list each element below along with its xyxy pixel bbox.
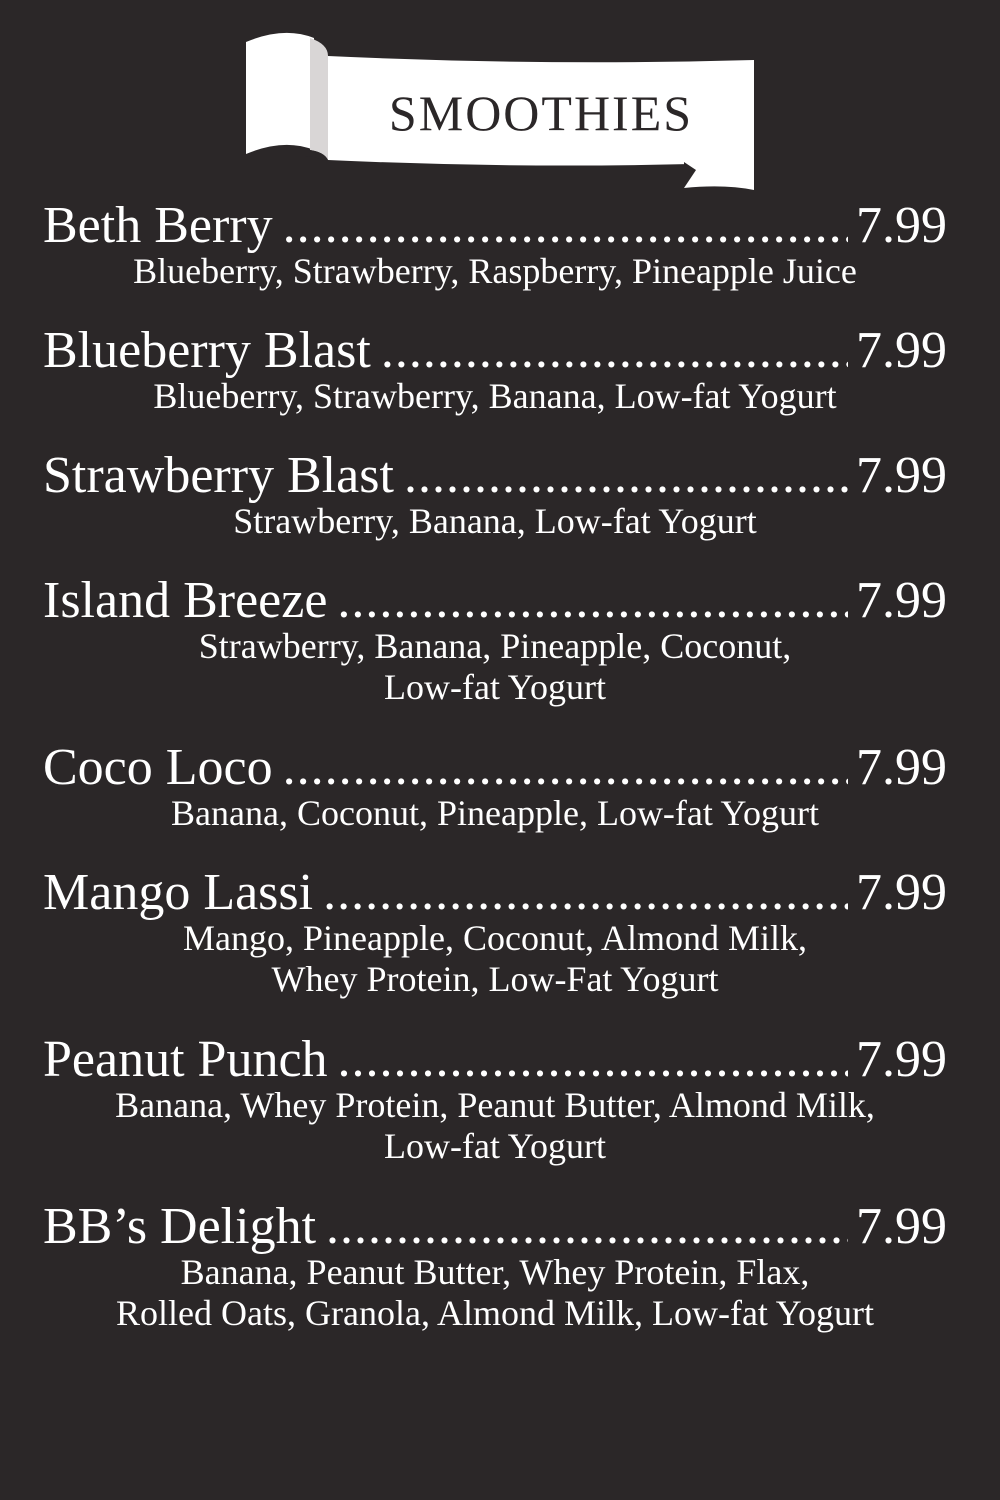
dot-leader <box>337 571 848 631</box>
menu-list <box>43 196 947 1347</box>
item-price: 7.99 <box>856 739 947 796</box>
item-name: Strawberry Blast <box>43 447 394 504</box>
item-description: Mango, Pineapple, Coconut, Almond Milk, Whey Protein, Low-Fat Yogurt <box>183 918 807 999</box>
menu-item <box>43 863 947 1030</box>
item-name: Mango Lassi <box>43 864 314 921</box>
menu-item <box>43 1030 947 1197</box>
item-name: Coco Loco <box>43 739 273 796</box>
item-name: Peanut Punch <box>43 1031 328 1088</box>
menu-item <box>43 738 947 863</box>
item-price: 7.99 <box>856 572 947 629</box>
item-name: Beth Berry <box>43 197 273 254</box>
item-description: Strawberry, Banana, Low-fat Yogurt <box>233 501 757 541</box>
menu-item <box>43 321 947 446</box>
item-description: Blueberry, Strawberry, Banana, Low-fat Yogurt <box>153 376 837 416</box>
item-description: Banana, Coconut, Pineapple, Low-fat Yogurt <box>171 793 819 833</box>
page-title: SMOOTHIES <box>388 85 694 141</box>
item-description: Strawberry, Banana, Pineapple, Coconut, Low-fat Yogurt <box>198 626 792 707</box>
item-price: 7.99 <box>856 864 947 921</box>
menu-item <box>43 196 947 321</box>
item-price: 7.99 <box>856 322 947 379</box>
item-description: Blueberry, Strawberry, Raspberry, Pineapple Juice <box>133 251 857 291</box>
menu-item <box>43 571 947 738</box>
item-price: 7.99 <box>856 1198 947 1255</box>
item-price: 7.99 <box>856 447 947 504</box>
item-price: 7.99 <box>856 197 947 254</box>
item-name: Blueberry Blast <box>43 322 371 379</box>
item-price: 7.99 <box>856 1031 947 1088</box>
item-name: BB’s Delight <box>43 1198 317 1255</box>
dot-leader <box>381 321 848 381</box>
dot-leader <box>323 863 848 923</box>
item-description: Banana, Peanut Butter, Whey Protein, Flax, Rolled Oats, Granola, Almond Milk, Low-fat Yogurt <box>116 1252 874 1333</box>
item-name: Island Breeze <box>43 572 328 629</box>
dot-leader <box>338 1030 848 1090</box>
title-banner <box>244 30 758 195</box>
dot-leader <box>283 196 848 256</box>
dot-leader <box>404 446 848 506</box>
menu-item <box>43 1197 947 1347</box>
dot-leader <box>326 1197 848 1257</box>
item-description: Banana, Whey Protein, Peanut Butter, Almond Milk, Low-fat Yogurt <box>115 1085 875 1166</box>
dot-leader <box>283 738 848 798</box>
menu-item <box>43 446 947 571</box>
